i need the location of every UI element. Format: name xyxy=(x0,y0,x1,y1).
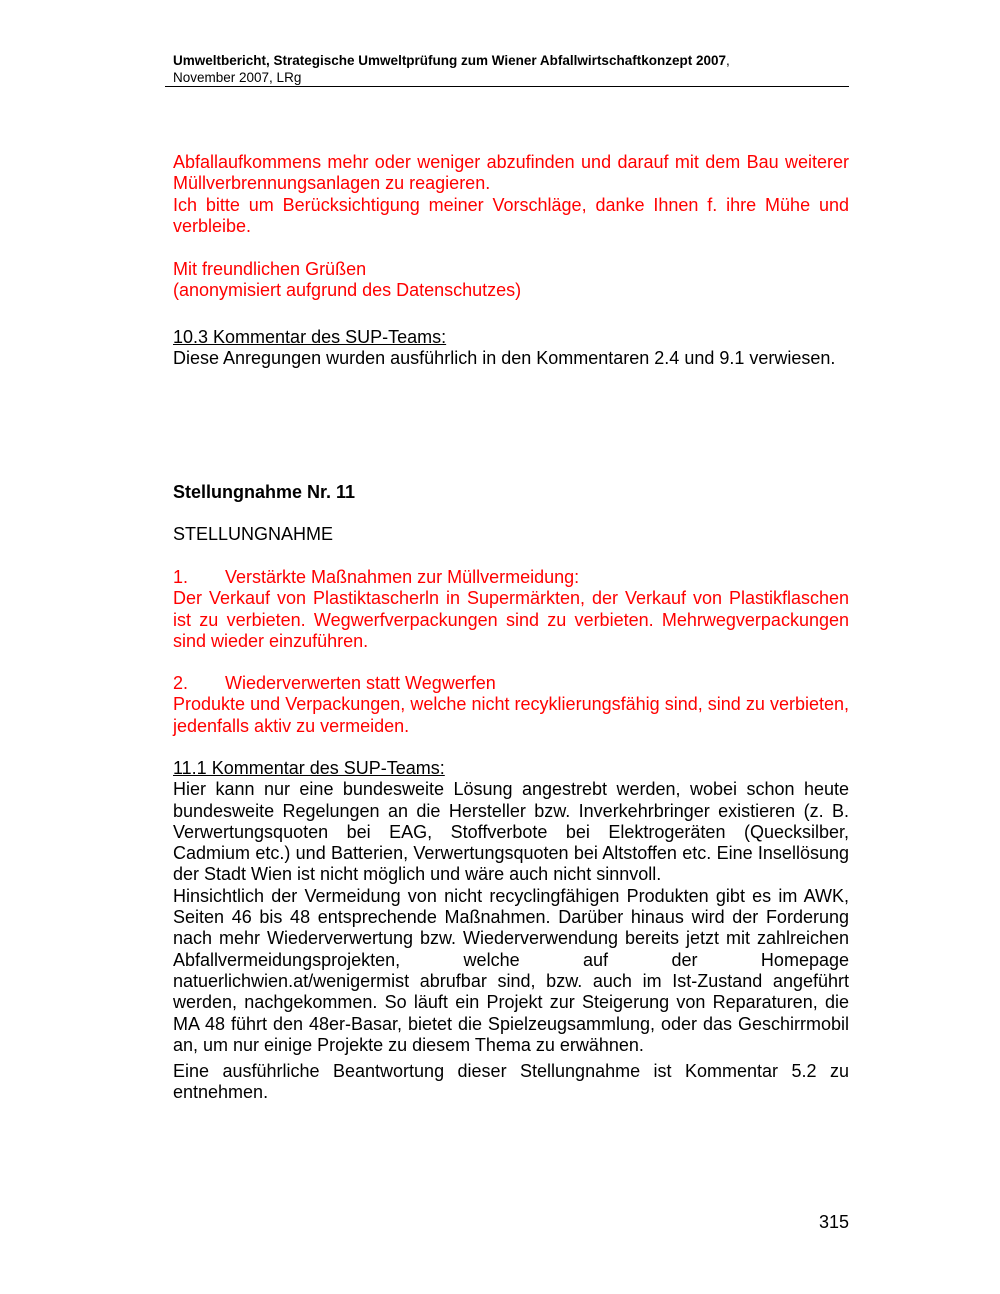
comment-heading: 10.3 Kommentar des SUP-Teams: xyxy=(173,327,447,347)
item-text: Der Verkauf von Plastiktascherln in Supermärkten, der Verkauf von Plastikflaschen ist zu verbieten. Wegwerfverpackungen sind zu verbieten. Mehrwegverpackungen sind wieder einzuführen. xyxy=(173,588,849,651)
header-title: Umweltbericht, Strategische Umweltprüfung zum Wiener Abfallwirtschaftkonzept 2007, xyxy=(173,53,730,68)
comment-10-3 xyxy=(173,327,849,370)
comment-paragraph: Hier kann nur eine bundesweite Lösung angestrebt werden, wobei schon heute bundesweite Regelungen an die Hersteller bzw. Inverkehrbringer existieren (z. B. Verwertungsquoten bei EAG, Stoffverbote bei Elektrogeräten (Quecksilber, Cadmium etc.) und Batterien, Verwertungsquoten bei Altstoffen etc. Eine Insellösung der Stadt Wien ist nicht möglich und wäre auch nicht sinnvoll. xyxy=(173,779,849,885)
page-header xyxy=(173,52,849,86)
comment-text: Diese Anregungen wurden ausführlich in den Kommentaren 2.4 und 9.1 verwiesen. xyxy=(173,348,836,369)
comment-paragraph: Hinsichtlich der Vermeidung von nicht recyclingfähigen Produkten gibt es im AWK, Seiten 46 bis 48 entsprechende Maßnahmen. Darüber hinaus wird der Forderung nach mehr Wiederverwertung bzw. Wiederverwendung bereits jetzt mit zahlreichen Abfallvermeidungsprojekten, welche auf der Homepage natuerlichwien.at/wenigermist abrufbar sind, bzw. auch im Ist-Zustand angeführt werden, nachgekommen. So läuft ein Projekt zur Steigerung von Reparaturen, die MA 48 führt den 48er-Basar, bietet die Spielzeugsammlung, oder das Geschirrmobil an, um nur einige Projekte zu diesem Thema zu erwähnen. xyxy=(173,885,849,1055)
statement-label: STELLUNGNAHME xyxy=(173,524,334,544)
letter-closing-paragraph: Abfallaufkommens mehr oder weniger abzufinden und darauf mit dem Bau weiterer Müllverbrennungsanlagen zu reagieren. Ich bitte um Berücksichtigung meiner Vorschläge, danke Ihnen f. ihre Mühe und verbleibe. xyxy=(173,152,849,236)
statement-title: Stellungnahme Nr. 11 xyxy=(173,482,356,502)
statement-item xyxy=(173,673,849,737)
comment-paragraph: Eine ausführliche Beantwortung dieser Stellungnahme ist Kommentar 5.2 zu entnehmen. xyxy=(173,1061,849,1103)
comment-heading: 11.1 Kommentar des SUP-Teams: xyxy=(173,758,445,778)
header-subtitle: November 2007, LRg xyxy=(173,70,302,85)
greeting: Mit freundlichen Grüßen xyxy=(173,259,367,279)
anonymized-signature: (anonymisiert aufgrund des Datenschutzes) xyxy=(173,280,522,301)
statement-item xyxy=(173,567,849,652)
item-heading: 1. Verstärkte Maßnahmen zur Müllvermeidung: xyxy=(173,567,580,587)
letter-signoff xyxy=(173,259,849,302)
header-divider xyxy=(165,86,849,87)
comment-11-1 xyxy=(173,758,849,1104)
item-heading: 2. Wiederverwerten statt Wegwerfen xyxy=(173,673,496,693)
page-number: 315 xyxy=(818,1212,849,1232)
item-text: Produkte und Verpackungen, welche nicht recyklierungsfähig sind, sind zu verbieten, jedenfalls aktiv zu vermeiden. xyxy=(173,694,849,736)
